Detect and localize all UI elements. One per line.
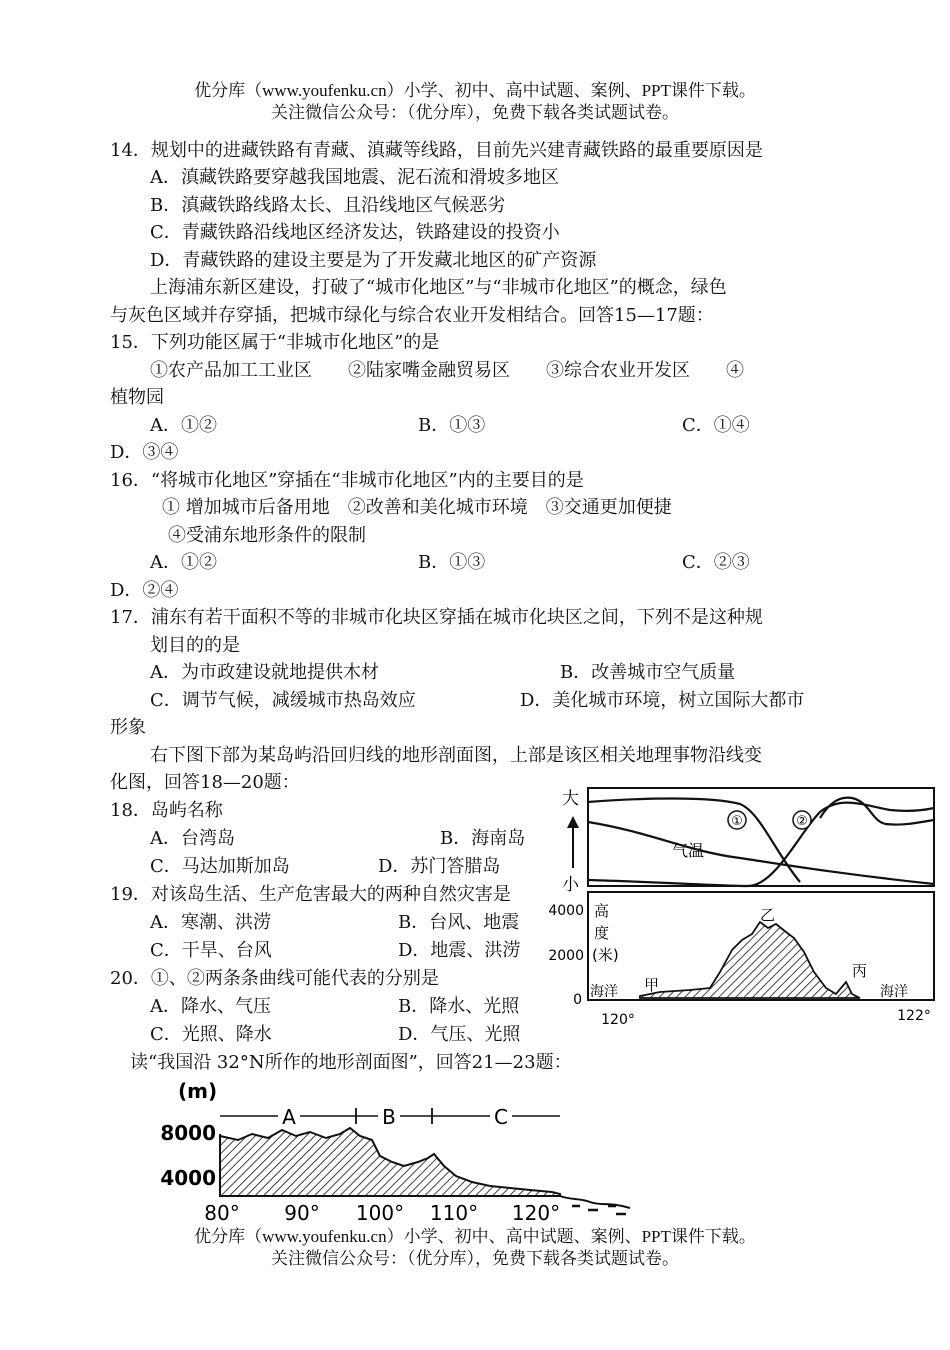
q16-option-c: C．②③ — [682, 552, 750, 573]
y-2000: 2000 — [548, 948, 584, 964]
q19-stem: 19．对该岛生活、生产危害最大的两种自然灾害是 — [110, 884, 511, 905]
footer-line-1: 优分库（www.youfenku.cn）小学、初中、高中试题、案例、PPT课件下载。 — [194, 1227, 756, 1246]
q20-stem: 20．①、②两条条曲线可能代表的分别是 — [110, 968, 439, 989]
q16-option-a: A．①② — [150, 552, 217, 573]
q14-stem: 14．规划中的进藏铁路有青藏、滇藏等线路，目前先兴建青藏铁路的最重要原因是 — [110, 140, 763, 161]
coast-line — [560, 1196, 630, 1208]
intro18-line-1: 右下图下部为某岛屿沿回归线的地形剖面图，上部是该区相关地理事物沿线变 — [150, 745, 762, 766]
footer-line-2: 关注微信公众号：（优分库），免费下载各类试题试卷。 — [271, 1249, 679, 1268]
q14-option-b: B．滇藏铁路线路太长、且沿线地区气候恶劣 — [150, 195, 506, 216]
ocean-right: 海洋 — [880, 984, 908, 1000]
island-profile-figure — [548, 782, 940, 1030]
q15-items: ①农产品加工工业区 ②陆家嘴金融贸易区 ③综合农业开发区 ④ — [150, 360, 744, 381]
q15-option-c: C．①④ — [682, 415, 750, 436]
q18-stem: 18．岛屿名称 — [110, 800, 223, 821]
q16-option-d: D．②④ — [110, 580, 179, 601]
upper-panel-frame — [588, 788, 934, 886]
arrow-up-head — [567, 816, 579, 828]
q17-option-c: C．调节气候，减缓城市热岛效应 — [150, 690, 416, 711]
point-yi: 乙 — [760, 906, 776, 924]
temperature-label: 气温 — [672, 841, 705, 860]
intro15-line-1: 上海浦东新区建设，打破了“城市化地区”与“非城市化地区”的概念，绿色 — [150, 277, 727, 298]
y-0: 0 — [573, 992, 582, 1008]
curve-temperature — [588, 822, 934, 884]
curve-2 — [588, 803, 934, 886]
header-line-2: 关注微信公众号：（优分库），免费下载各类试题试卷。 — [271, 103, 679, 122]
q19-option-c: C．干旱、台风 — [150, 940, 272, 961]
q15-option-d: D．③④ — [110, 442, 179, 463]
q15-option-b: B．①③ — [418, 415, 486, 436]
q15-items-cont: 植物园 — [110, 387, 164, 408]
segment-b: B — [382, 1105, 396, 1129]
q15-option-a: A．①② — [150, 415, 217, 436]
profile-32n-figure — [160, 1078, 660, 1228]
unit-label: (m) — [178, 1079, 218, 1103]
q17-stem-1: 17．浦东有若干面积不等的非城市化块区穿插在城市化块区之间，下列不是这种规 — [110, 607, 763, 628]
curve-1-label: ① — [731, 814, 743, 829]
q19-option-d: D．地震、洪涝 — [398, 940, 521, 961]
ocean-left: 海洋 — [590, 984, 618, 1000]
q20-option-b: B．降水、光照 — [398, 996, 520, 1017]
intro15-line-2: 与灰色区域并存穿插，把城市绿化与综合农业开发相结合。回答15—17题： — [110, 305, 714, 326]
label-small: 小 — [562, 875, 579, 895]
x-100: 100° — [355, 1201, 405, 1225]
q14-option-d: D．青藏铁路的建设主要是为了开发藏北地区的矿产资源 — [150, 250, 597, 271]
q20-option-c: C．光照、降水 — [150, 1024, 272, 1045]
x-120: 120° — [511, 1201, 561, 1225]
q17-stem-2: 划目的的是 — [150, 635, 240, 656]
q17-option-d-cont: 形象 — [110, 717, 146, 738]
q17-option-a: A．为市政建设就地提供木材 — [150, 662, 379, 683]
ylabel-3: (米) — [592, 946, 619, 964]
q16-items-1: ① 增加城市后备用地 ②改善和美化城市环境 ③交通更加便捷 — [162, 497, 672, 518]
x-90: 90° — [284, 1201, 320, 1225]
y-4000: 4000 — [548, 903, 584, 919]
q18-option-c: C．马达加斯加岛 — [150, 856, 290, 877]
x-80: 80° — [204, 1201, 240, 1225]
island-terrain — [640, 922, 860, 998]
y-8000: 8000 — [160, 1121, 216, 1145]
q14-option-c: C．青藏铁路沿线地区经济发达，铁路建设的投资小 — [150, 222, 560, 243]
q17-option-d: D．美化城市环境，树立国际大都市 — [520, 690, 805, 711]
q20-option-a: A．降水、气压 — [150, 996, 271, 1017]
q19-option-b: B．台风、地震 — [398, 912, 520, 933]
curve-2-label: ② — [796, 814, 808, 829]
q14-option-a: A．滇藏铁路要穿越我国地震、泥石流和滑坡多地区 — [150, 167, 559, 188]
segment-c: C — [494, 1105, 508, 1129]
intro21: 读“我国沿 32°N所作的地形剖面图”，回答21—23题： — [130, 1052, 572, 1073]
intro18-line-2: 化图，回答18—20题： — [110, 772, 300, 793]
label-big: 大 — [562, 789, 579, 809]
q19-option-a: A．寒潮、洪涝 — [150, 912, 271, 933]
x-122: 122° — [897, 1008, 931, 1024]
ylabel-1: 高 — [594, 902, 610, 920]
q16-stem: 16．“将城市化地区”穿插在“非城市化地区”内的主要目的是 — [110, 470, 584, 491]
x-110: 110° — [429, 1201, 479, 1225]
q18-option-a: A．台湾岛 — [150, 828, 235, 849]
q16-option-b: B．①③ — [418, 552, 486, 573]
q16-items-2: ④受浦东地形条件的限制 — [168, 525, 366, 546]
x-120: 120° — [601, 1012, 635, 1028]
q17-option-b: B．改善城市空气质量 — [560, 662, 736, 683]
point-jia: 甲 — [644, 976, 660, 994]
y-4000: 4000 — [160, 1166, 216, 1190]
header-line-1: 优分库（www.youfenku.cn）小学、初中、高中试题、案例、PPT课件下载。 — [194, 81, 756, 100]
q18-option-d: D．苏门答腊岛 — [378, 856, 501, 877]
q15-stem: 15．下列功能区属于“非城市化地区”的是 — [110, 332, 440, 353]
segment-a: A — [282, 1105, 296, 1129]
q20-option-d: D．气压、光照 — [398, 1024, 521, 1045]
q18-option-b: B．海南岛 — [440, 828, 526, 849]
ylabel-2: 度 — [594, 924, 610, 942]
point-bing: 丙 — [852, 962, 868, 980]
sea-marks — [572, 1206, 626, 1214]
profile-terrain — [220, 1128, 560, 1196]
